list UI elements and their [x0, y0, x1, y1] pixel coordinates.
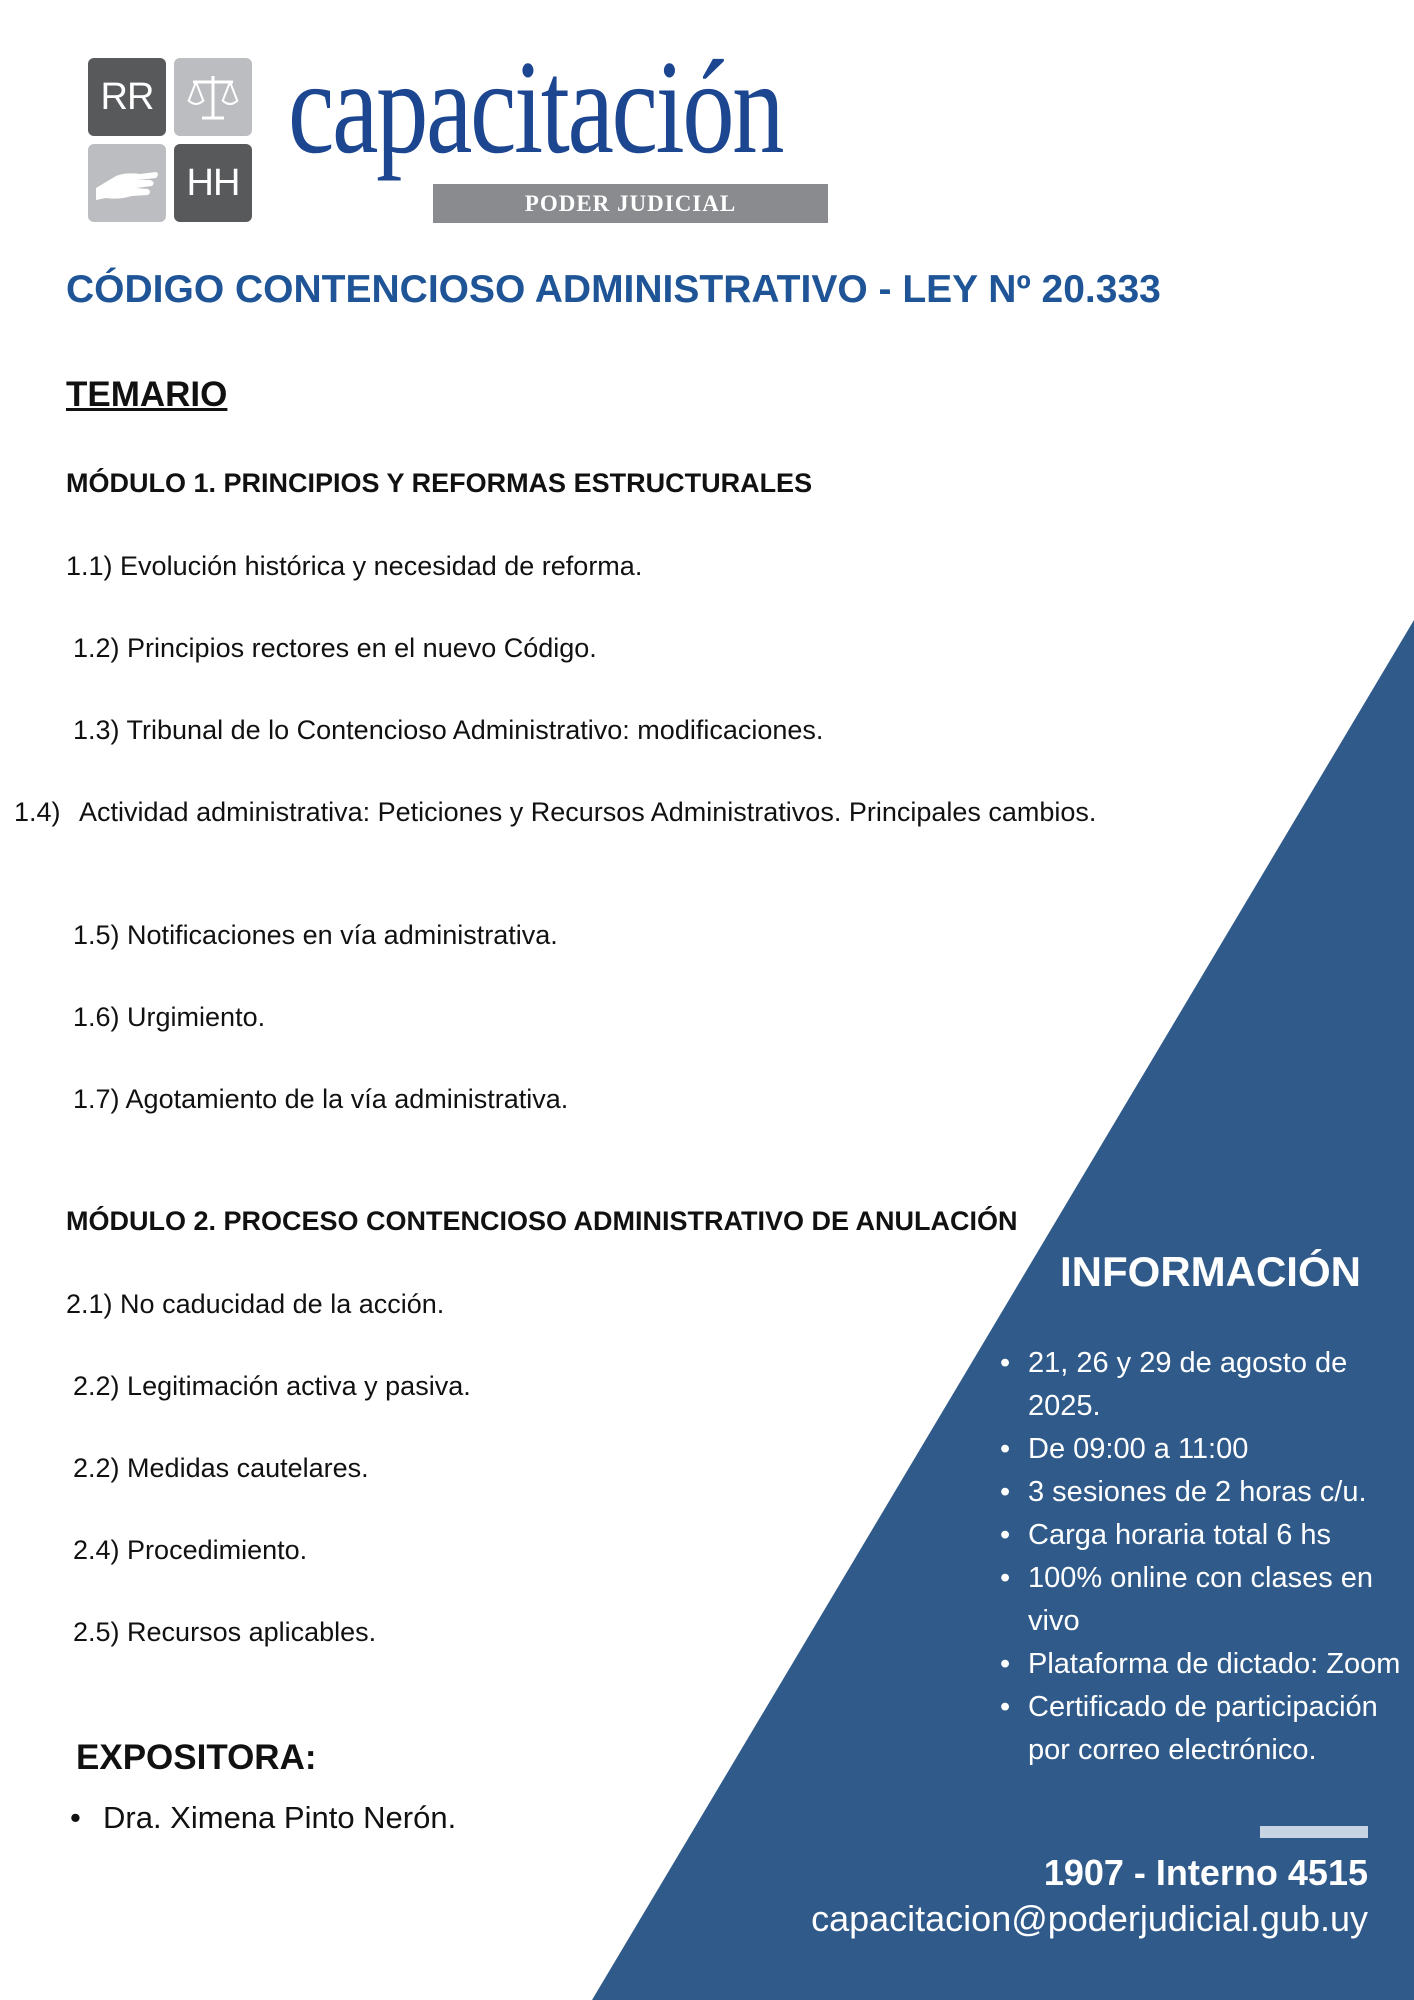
list-item — [73, 710, 823, 750]
info-item-sessions: • 3 sesiones de 2 horas c/u. — [1000, 1471, 1410, 1514]
item-text: No caducidad de la acción. — [120, 1289, 445, 1319]
info-heading: INFORMACIÓN — [1060, 1248, 1361, 1295]
item-text: Principios rectores en el nuevo Código. — [127, 633, 597, 663]
info-item-modality: • 100% online con clases en vivo — [1000, 1557, 1410, 1643]
hand-icon — [88, 144, 166, 222]
info-item-hours: • Carga horaria total 6 hs — [1000, 1514, 1410, 1557]
logo-rr-text: RR — [100, 75, 154, 118]
list-item — [73, 915, 558, 955]
item-number: 2.4) — [73, 1535, 120, 1565]
item-text: Recursos aplicables. — [127, 1617, 377, 1647]
info-item-platform: • Plataforma de dictado: Zoom — [1000, 1643, 1410, 1686]
list-item: 1.4) Actividad administrativa: Peticiones y Recursos Administrativos. Principales cambios. — [14, 797, 1097, 827]
list-item — [73, 1530, 307, 1570]
speaker-heading: EXPOSITORA: — [76, 1738, 317, 1777]
item-number: 2.2) — [73, 1453, 120, 1483]
item-text: Tribunal de lo Contencioso Administrativo: modificaciones. — [126, 715, 824, 745]
contact-phone: 1907 - Interno 4515 — [1043, 1852, 1368, 1893]
item-number: 2.2) — [73, 1371, 120, 1401]
list-item — [73, 997, 265, 1037]
info-item-certificate: • Certificado de participación por correo electrónico. — [1000, 1686, 1410, 1772]
item-text: Agotamiento de la vía administrativa. — [125, 1084, 569, 1114]
speaker-list — [70, 1800, 456, 1836]
list-item — [66, 546, 642, 586]
item-number: 1.1) — [66, 551, 113, 581]
module-1-title: MÓDULO 1. PRINCIPIOS Y REFORMAS ESTRUCTURALES — [66, 468, 813, 498]
item-text: Legitimación activa y pasiva. — [127, 1371, 471, 1401]
info-item-dates: • 21, 26 y 29 de agosto de 2025. — [1000, 1342, 1410, 1428]
info-divider — [1260, 1826, 1368, 1838]
temario-heading: TEMARIO — [66, 375, 228, 414]
item-number: 2.5) — [73, 1617, 120, 1647]
course-title: CÓDIGO CONTENCIOSO ADMINISTRATIVO - LEY Nº 20.333 — [66, 268, 1161, 311]
speaker-name: Dra. Ximena Pinto Nerón. — [103, 1800, 457, 1835]
list-item — [73, 1079, 568, 1119]
item-text: Evolución histórica y necesidad de reforma. — [120, 551, 643, 581]
item-number: 2.1) — [66, 1289, 113, 1319]
item-number: 1.6) — [73, 1002, 120, 1032]
rrhh-logo-mark — [88, 58, 252, 222]
module-2-title: MÓDULO 2. PROCESO CONTENCIOSO ADMINISTRATIVO DE ANULACIÓN — [66, 1206, 1018, 1236]
speaker-item — [70, 1800, 456, 1836]
logo-tile-hh — [174, 144, 252, 222]
item-text: Actividad administrativa: Peticiones y Recursos Administrativos. Principales cambios. — [79, 797, 1097, 827]
logo-hh-text: HH — [186, 161, 240, 204]
item-number: 1.7) — [73, 1084, 120, 1114]
item-text: Urgimiento. — [127, 1002, 266, 1032]
logo-wordmark: capacitación — [288, 33, 783, 181]
item-text: Medidas cautelares. — [127, 1453, 369, 1483]
list-item — [66, 1284, 444, 1324]
list-item — [73, 628, 597, 668]
item-text: Procedimiento. — [127, 1535, 308, 1565]
logo-tile-rr — [88, 58, 166, 136]
list-item — [73, 1366, 471, 1406]
contact-email-link[interactable]: capacitacion@poderjudicial.gub.uy — [811, 1898, 1368, 1939]
info-item-time: • De 09:00 a 11:00 — [1000, 1428, 1410, 1471]
logo-subtitle: PODER JUDICIAL — [433, 184, 828, 223]
list-item — [73, 1612, 376, 1652]
item-number: 1.3) — [73, 715, 120, 745]
item-text: Notificaciones en vía administrativa. — [127, 920, 558, 950]
bullet-icon: • — [70, 1800, 81, 1835]
info-list — [1000, 1342, 1410, 1772]
item-number: 1.2) — [73, 633, 120, 663]
list-item — [73, 1448, 369, 1488]
item-number: 1.5) — [73, 920, 120, 950]
scale-icon — [174, 58, 252, 136]
